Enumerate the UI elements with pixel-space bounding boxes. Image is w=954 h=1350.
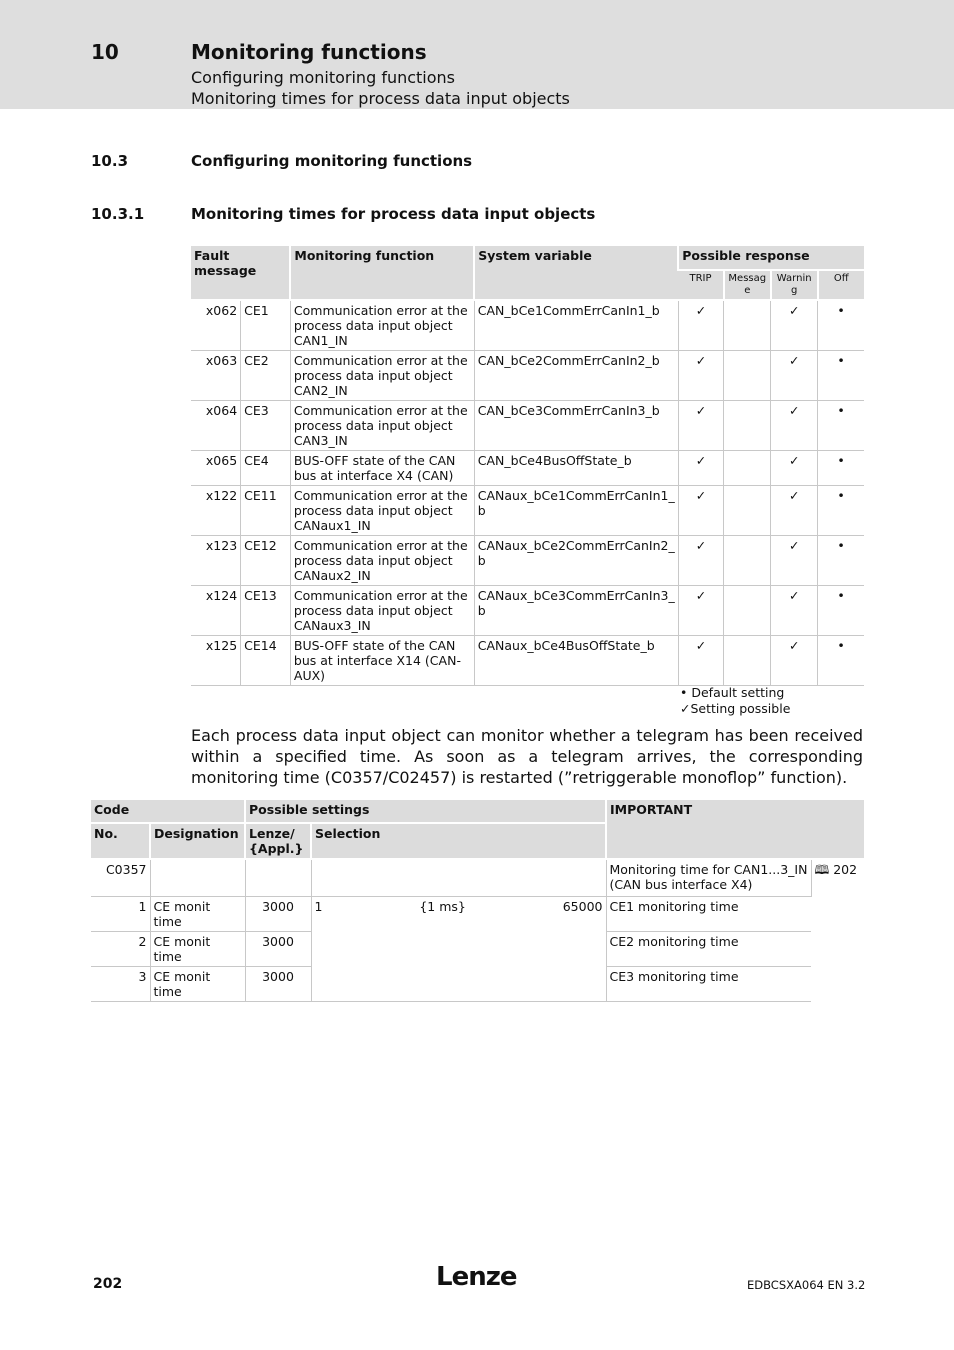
response-message <box>724 451 771 486</box>
response-warning: ✓ <box>771 401 818 451</box>
chapter-title: Monitoring functions <box>191 40 427 64</box>
response-off: • <box>818 636 864 686</box>
response-off: • <box>818 451 864 486</box>
fault-ce: CE11 <box>241 486 291 536</box>
response-message <box>724 586 771 636</box>
code-selection-empty <box>311 859 606 896</box>
code-table <box>91 800 864 1002</box>
response-off: • <box>818 351 864 401</box>
system-variable: CAN_bCe4BusOffState_b <box>474 451 678 486</box>
monitoring-function: Communication error at the process data input object CANaux1_IN <box>290 486 474 536</box>
setting-no: 1 <box>91 896 150 931</box>
monitoring-function: Communication error at the process data input object CAN2_IN <box>290 351 474 401</box>
fault-code: x065 <box>191 451 241 486</box>
page-reference-number: 202 <box>833 862 858 877</box>
setting-important: CE3 monitoring time <box>606 966 811 1001</box>
table-legend <box>680 685 790 717</box>
header-message: Messag e <box>724 270 771 300</box>
book-icon: 🕮 <box>814 862 830 877</box>
response-warning: ✓ <box>771 451 818 486</box>
fault-row <box>191 351 864 401</box>
code-row <box>91 859 864 896</box>
response-trip: ✓ <box>678 636 724 686</box>
system-variable: CAN_bCe3CommErrCanIn3_b <box>474 401 678 451</box>
system-variable: CANaux_bCe1CommErrCanIn1_ b <box>474 486 678 536</box>
page-header <box>0 0 954 109</box>
response-message <box>724 486 771 536</box>
fault-code: x124 <box>191 586 241 636</box>
legend-possible: ✓Setting possible <box>680 701 791 716</box>
subsection-number: 10.3.1 <box>91 205 145 223</box>
header-system-variable: System variable <box>474 246 678 300</box>
setting-selection <box>311 931 606 966</box>
response-off: • <box>818 486 864 536</box>
setting-row <box>91 966 864 1001</box>
monitoring-function: Communication error at the process data input object CANaux2_IN <box>290 536 474 586</box>
fault-code: x122 <box>191 486 241 536</box>
fault-ce: CE13 <box>241 586 291 636</box>
code-important: Monitoring time for CAN1...3_IN (CAN bus interface X4) <box>606 859 811 896</box>
fault-ce: CE14 <box>241 636 291 686</box>
header-possible-settings: Possible settings <box>245 800 606 823</box>
header-possible-response: Possible response <box>678 246 864 270</box>
response-trip: ✓ <box>678 536 724 586</box>
fault-row <box>191 300 864 351</box>
system-variable: CAN_bCe2CommErrCanIn2_b <box>474 351 678 401</box>
response-trip: ✓ <box>678 451 724 486</box>
header-designation: Designation <box>150 823 245 859</box>
header-off: Off <box>818 270 864 300</box>
fault-code: x064 <box>191 401 241 451</box>
setting-selection <box>311 966 606 1001</box>
setting-important: CE1 monitoring time <box>606 896 811 931</box>
system-variable: CANaux_bCe3CommErrCanIn3_ b <box>474 586 678 636</box>
section-title: Configuring monitoring functions <box>191 152 473 170</box>
fault-code: x123 <box>191 536 241 586</box>
header-fault-message: Fault message <box>191 246 290 300</box>
response-warning: ✓ <box>771 351 818 401</box>
response-off: • <box>818 401 864 451</box>
response-trip: ✓ <box>678 401 724 451</box>
fault-response-table <box>191 246 864 686</box>
response-warning: ✓ <box>771 486 818 536</box>
header-trip: TRIP <box>678 270 724 300</box>
response-warning: ✓ <box>771 636 818 686</box>
legend-default: • Default setting <box>680 685 785 700</box>
code-designation-empty <box>150 859 245 896</box>
selection-unit: {1 ms} <box>419 898 466 914</box>
header-subtitle-2: Monitoring times for process data input objects <box>191 89 570 108</box>
fault-code: x125 <box>191 636 241 686</box>
fault-ce: CE3 <box>241 401 291 451</box>
fault-ce: CE12 <box>241 536 291 586</box>
response-trip: ✓ <box>678 351 724 401</box>
fault-row <box>191 401 864 451</box>
monitoring-function: Communication error at the process data input object CANaux3_IN <box>290 586 474 636</box>
setting-lenze: 3000 <box>245 896 311 931</box>
fault-ce: CE1 <box>241 300 291 351</box>
system-variable: CAN_bCe1CommErrCanIn1_b <box>474 300 678 351</box>
fault-row <box>191 486 864 536</box>
header-monitoring-function: Monitoring function <box>290 246 474 300</box>
response-warning: ✓ <box>771 536 818 586</box>
page-reference <box>811 859 864 896</box>
response-trip: ✓ <box>678 586 724 636</box>
response-message <box>724 351 771 401</box>
setting-row <box>91 896 864 931</box>
page-number: 202 <box>93 1276 123 1292</box>
setting-designation: CE monit time <box>150 966 245 1001</box>
section-number: 10.3 <box>91 152 129 170</box>
setting-no: 3 <box>91 966 150 1001</box>
monitoring-function: Communication error at the process data input object CAN1_IN <box>290 300 474 351</box>
response-warning: ✓ <box>771 300 818 351</box>
lenze-logo: Lenze <box>436 1262 517 1292</box>
fault-ce: CE4 <box>241 451 291 486</box>
setting-lenze: 3000 <box>245 931 311 966</box>
fault-code: x062 <box>191 300 241 351</box>
selection-max: 65000 <box>562 898 603 914</box>
fault-row <box>191 636 864 686</box>
header-subtitle-1: Configuring monitoring functions <box>191 68 456 87</box>
header-lenze-appl: Lenze/ {Appl.} <box>245 823 311 859</box>
fault-ce: CE2 <box>241 351 291 401</box>
setting-designation: CE monit time <box>150 896 245 931</box>
system-variable: CANaux_bCe4BusOffState_b <box>474 636 678 686</box>
response-off: • <box>818 586 864 636</box>
body-paragraph: Each process data input object can monitor whether a telegram has been received within a specified time. As soon as a telegram arrives, the corresponding monitoring time (C0357/C02457) is restarted (”retriggerable monoflop” function). <box>191 726 863 787</box>
monitoring-function: Communication error at the process data input object CAN3_IN <box>290 401 474 451</box>
fault-row <box>191 586 864 636</box>
code-lenze-empty <box>245 859 311 896</box>
system-variable: CANaux_bCe2CommErrCanIn2_ b <box>474 536 678 586</box>
setting-no: 2 <box>91 931 150 966</box>
chapter-number: 10 <box>91 40 119 64</box>
response-message <box>724 300 771 351</box>
selection-min: 1 <box>314 898 323 914</box>
response-message <box>724 536 771 586</box>
header-no: No. <box>91 823 150 859</box>
fault-row <box>191 451 864 486</box>
header-code: Code <box>91 800 245 823</box>
subsection-title: Monitoring times for process data input objects <box>191 205 596 223</box>
setting-important: CE2 monitoring time <box>606 931 811 966</box>
setting-designation: CE monit time <box>150 931 245 966</box>
response-message <box>724 401 771 451</box>
fault-code: x063 <box>191 351 241 401</box>
setting-selection <box>311 896 606 931</box>
response-message <box>724 636 771 686</box>
response-trip: ✓ <box>678 486 724 536</box>
response-trip: ✓ <box>678 300 724 351</box>
monitoring-function: BUS-OFF state of the CAN bus at interface X4 (CAN) <box>290 451 474 486</box>
response-warning: ✓ <box>771 586 818 636</box>
setting-lenze: 3000 <box>245 966 311 1001</box>
monitoring-function: BUS-OFF state of the CAN bus at interface X14 (CAN-AUX) <box>290 636 474 686</box>
document-id: EDBCSXA064 EN 3.2 <box>747 1278 866 1292</box>
header-warning: Warnin g <box>771 270 818 300</box>
setting-row <box>91 931 864 966</box>
header-selection: Selection <box>311 823 606 859</box>
header-important: IMPORTANT <box>606 800 864 859</box>
fault-row <box>191 536 864 586</box>
response-off: • <box>818 300 864 351</box>
response-off: • <box>818 536 864 586</box>
code-value: C0357 <box>91 859 150 896</box>
